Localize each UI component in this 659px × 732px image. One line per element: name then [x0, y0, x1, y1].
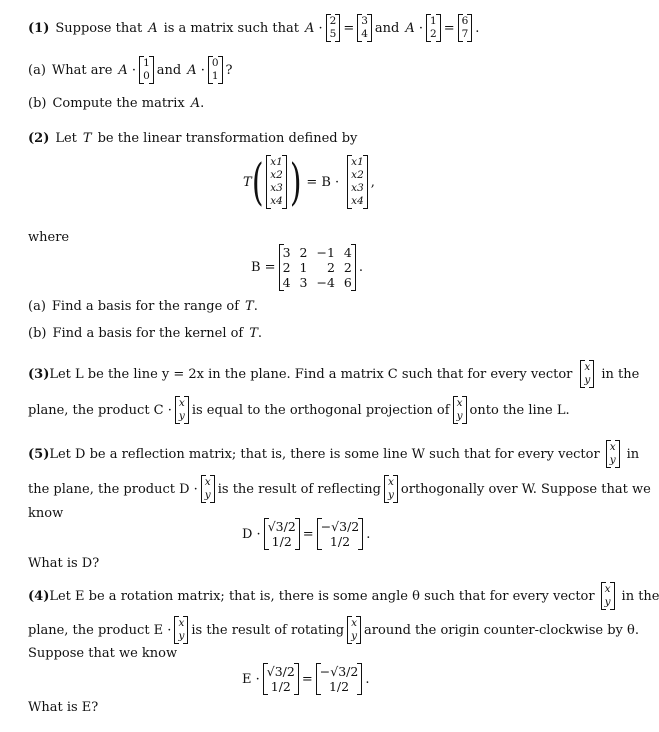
cell: 1/2	[271, 534, 292, 549]
p1-b-label: (b)	[28, 96, 47, 111]
p2-x-vector	[266, 155, 287, 209]
cell: 1/2	[270, 679, 291, 694]
cell: 0	[211, 57, 219, 69]
p3-line1	[28, 360, 640, 388]
cell: 4	[361, 28, 368, 40]
p3-label: (3)	[28, 366, 50, 382]
p1-a-label: (a)	[28, 62, 46, 78]
p5-line2-mid: is the result of reflecting	[217, 481, 381, 497]
cell: 5	[329, 28, 337, 40]
cell: x	[584, 361, 591, 373]
p1-label: (1)	[28, 20, 50, 36]
right-paren: )	[289, 153, 302, 211]
cell: y	[604, 596, 611, 608]
cell: 4	[343, 245, 352, 260]
cell: 0	[143, 70, 150, 82]
cell: y	[387, 489, 394, 501]
p1-a-A: A	[118, 62, 128, 78]
cell: x	[609, 441, 616, 453]
cell: 3	[299, 275, 308, 290]
cell: 4	[282, 275, 291, 290]
p2-b-label: (b)	[28, 326, 47, 341]
p2-b-T: T	[249, 326, 258, 341]
cell: x4	[270, 195, 283, 207]
cell: x	[204, 476, 211, 488]
p5-question: What is D?	[28, 556, 100, 571]
p1-r2	[458, 14, 473, 42]
p5-vec2	[201, 475, 215, 503]
cell: y	[584, 374, 591, 386]
p2-b-period: .	[257, 326, 263, 341]
cell: 2	[299, 245, 308, 260]
cell: 6	[461, 15, 469, 27]
p4-out-vec	[316, 663, 363, 695]
p2-statement	[28, 132, 628, 145]
p4-question: What is E?	[28, 700, 99, 715]
p5-vec	[606, 440, 620, 468]
left-paren: (	[251, 153, 264, 211]
cell: 1	[143, 57, 150, 69]
p5-line2-start: the plane, the product D ·	[28, 481, 198, 497]
p1-v2	[426, 14, 441, 42]
p1-b-A: A	[190, 96, 201, 111]
p3-vec3	[453, 396, 467, 424]
p1-a-A2: A	[187, 62, 197, 78]
p2-T: T	[82, 131, 92, 146]
p1-qmark: ?	[225, 62, 233, 78]
cell: y	[178, 630, 185, 642]
cell: 1/2	[329, 534, 351, 549]
cell: x1	[270, 156, 283, 168]
cell: 7	[461, 28, 469, 40]
cell: x	[178, 397, 185, 409]
p2-intro: Let	[55, 131, 77, 146]
p1-a-text: What are	[51, 62, 113, 78]
p3-vec2	[175, 396, 189, 424]
p4-vec3	[347, 616, 361, 644]
p4-line2-end: around the origin counter-clockwise by θ.	[364, 622, 639, 638]
p5-vec3	[384, 475, 398, 503]
p5-label: (5)	[28, 446, 50, 462]
p5-line1-text: Let D be a reflection matrix; that is, there is some line W such that for every vector	[49, 446, 600, 462]
p2-a-T: T	[245, 299, 254, 314]
cell: y	[456, 410, 463, 422]
p2-b-text: Find a basis for the kernel of	[52, 326, 244, 341]
cell: x4	[351, 195, 364, 207]
cell: x1	[351, 156, 364, 168]
cell: −4	[316, 275, 335, 290]
cell: √3/2	[267, 519, 296, 534]
p2-a-period: .	[253, 299, 258, 314]
p1-A2: A	[304, 20, 315, 36]
cell: 2	[326, 260, 335, 275]
cell: y	[178, 410, 185, 422]
cell: 2	[282, 260, 291, 275]
cell: 6	[343, 275, 352, 290]
p5-line1-end: in	[626, 446, 640, 462]
cell: 2	[430, 28, 437, 40]
p4-line1-text: Let E be a rotation matrix; that is, there is some angle θ such that for every vector	[49, 588, 595, 604]
p5-line2-end: orthogonally over W. Suppose that we	[400, 481, 651, 497]
p2-where: where	[28, 230, 70, 245]
p2-equals-B: = B ·	[306, 174, 340, 190]
p2-rest: be the linear transformation defined by	[97, 131, 358, 146]
p4-label: (4)	[28, 588, 50, 604]
p1-A3: A	[405, 20, 415, 36]
cell: 1	[299, 260, 308, 275]
p5-D-label: D ·	[242, 526, 261, 542]
cell: 2	[329, 15, 337, 27]
p3-line2-start: plane, the product C ·	[28, 402, 172, 418]
p1-intro: Suppose that	[55, 20, 143, 36]
p2-x-vector-2	[347, 155, 368, 209]
p1-part-a: (a) What are A · 1 0 and A · 0 1 ?	[28, 57, 233, 82]
p1-v1	[326, 14, 341, 42]
cell: 1/2	[328, 679, 350, 694]
cell: x2	[351, 169, 364, 181]
cell: −√3/2	[319, 664, 359, 679]
p5-line2	[28, 475, 651, 503]
cell: x	[604, 583, 611, 595]
p4-line2-start: plane, the product E ·	[28, 622, 172, 638]
cell: x	[178, 617, 185, 629]
p4-vec2	[174, 616, 188, 644]
p1-statement: (1) Suppose that A is a matrix such that A · 2 5 = 3 4 and A · 1 2 = 6 7 .	[28, 15, 480, 40]
p5-out-vec	[317, 518, 364, 550]
p3-line2-end: onto the line L.	[469, 402, 570, 418]
p4-E-label: E ·	[242, 671, 260, 687]
p5-equation: D · √3/2 1/2 = −√3/2 1/2 .	[242, 519, 371, 549]
p4-in-vec	[263, 663, 299, 695]
p4-vec	[601, 582, 615, 610]
p4-line1-end: in the	[621, 588, 659, 604]
p2-def-T: T	[243, 174, 252, 190]
p1-is-matrix: is a matrix such that	[163, 20, 299, 36]
p4-line1	[28, 582, 659, 610]
p1-r1	[357, 14, 372, 42]
p1-b-text: Compute the matrix	[52, 96, 185, 111]
cell: x3	[351, 182, 364, 194]
cell: √3/2	[266, 664, 295, 679]
cell: 3	[282, 245, 291, 260]
cell: x3	[270, 182, 283, 194]
p1-e2	[208, 56, 223, 84]
p2-B-definition: B = 3 2 −1 4 2 1 2 2 4 3 −4 6 .	[251, 245, 364, 290]
p1-b-end: .	[200, 96, 205, 111]
p2-B-label: B =	[251, 260, 276, 275]
p2-label: (2)	[28, 131, 50, 146]
p5-know: know	[28, 506, 64, 521]
p4-know: Suppose that we know	[28, 646, 178, 661]
p2-part-b	[28, 327, 628, 340]
p1-e1	[139, 56, 154, 84]
p3-line2-mid: is equal to the orthogonal projection of	[191, 402, 450, 418]
p4-line2-mid: is the result of rotating	[191, 622, 345, 638]
cell: 2	[343, 260, 352, 275]
p1-a-and: and	[156, 62, 182, 78]
cell: x2	[270, 169, 283, 181]
cell: −1	[316, 245, 335, 260]
cell: −√3/2	[320, 519, 360, 534]
cell: 3	[361, 15, 368, 27]
cell: 1	[430, 15, 437, 27]
cell: x	[387, 476, 394, 488]
cell: 1	[211, 70, 219, 82]
p1-and: and	[374, 20, 400, 36]
p4-line2	[28, 616, 639, 644]
p2-definition: T ( x1 x2 x3 x4 ) = B · x1 x2 x3 x4 ,	[243, 153, 375, 211]
cell: x	[351, 617, 358, 629]
p2-B-matrix	[279, 244, 356, 291]
p2-a-text: Find a basis for the range of	[51, 299, 240, 314]
p3-line1-end: in the	[601, 366, 640, 382]
cell: y	[609, 454, 616, 466]
p3-vec	[580, 360, 594, 388]
p1-A: A	[148, 20, 158, 36]
p3-line1-text: Let L be the line y = 2x in the plane. Find a matrix C such that for every vector	[49, 366, 573, 382]
p2-part-a	[28, 300, 628, 313]
p2-a-label: (a)	[28, 299, 46, 314]
p5-line1	[28, 440, 640, 468]
cell: y	[351, 630, 358, 642]
p1-part-b	[28, 97, 628, 110]
p4-equation: E · √3/2 1/2 = −√3/2 1/2 .	[242, 664, 370, 694]
p5-in-vec	[264, 518, 300, 550]
cell: x	[456, 397, 463, 409]
p3-line2	[28, 396, 628, 424]
cell: y	[204, 489, 211, 501]
